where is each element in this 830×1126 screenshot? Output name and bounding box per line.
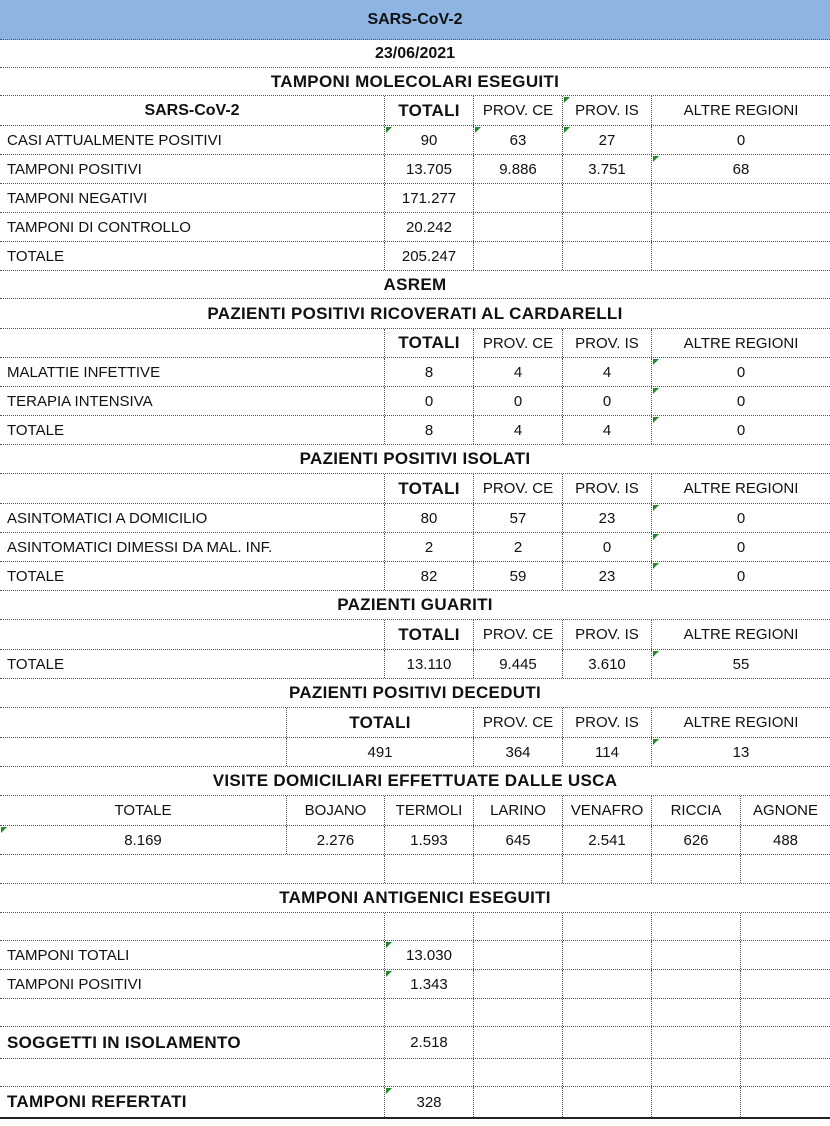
ricoverati-heading[interactable]: PAZIENTI POSITIVI RICOVERATI AL CARDARELLI (207, 303, 623, 323)
cell-altre-regioni[interactable] (652, 213, 830, 241)
sheet-title[interactable]: SARS-CoV-2 (367, 10, 463, 28)
row-label[interactable]: TOTALE (0, 242, 385, 270)
cell-prov-ce[interactable] (474, 242, 563, 270)
col-usca-totale[interactable]: TOTALE (0, 796, 287, 825)
cell-larino[interactable]: 645 (474, 826, 563, 854)
antigenici-heading[interactable]: TAMPONI ANTIGENICI ESEGUITI (279, 888, 551, 907)
table-row (0, 358, 830, 387)
cell-prov-ce[interactable]: 57 (474, 504, 563, 532)
table-row (0, 562, 830, 591)
blank-cell[interactable] (741, 913, 830, 940)
cell-prov-ce[interactable]: 59 (474, 562, 563, 590)
blank-cell[interactable] (652, 1087, 741, 1117)
row-label[interactable]: ASINTOMATICI DIMESSI DA MAL. INF. (0, 533, 385, 561)
blank-cell[interactable] (0, 855, 385, 883)
blank-cell[interactable] (0, 1059, 385, 1086)
blank-cell[interactable] (385, 999, 474, 1026)
blank-cell[interactable] (474, 1087, 563, 1117)
cell-altre-regioni[interactable]: 0 (652, 562, 830, 590)
row-label[interactable]: TAMPONI DI CONTROLLO (0, 213, 385, 241)
blank-cell[interactable] (474, 855, 563, 883)
col-totali[interactable]: TOTALI (385, 96, 474, 125)
cell-prov-ce[interactable] (474, 184, 563, 212)
blank-cell[interactable] (563, 999, 652, 1026)
cell-venafro[interactable]: 2.541 (563, 826, 652, 854)
empty-row (0, 913, 830, 941)
section-heading-row (0, 679, 830, 708)
asrem-heading[interactable]: ASREM (383, 274, 447, 294)
col-riccia[interactable]: RICCIA (652, 796, 741, 825)
blank-cell[interactable] (563, 1087, 652, 1117)
table-row (0, 126, 830, 155)
cell-prov-is[interactable]: 4 (563, 416, 652, 444)
blank-cell[interactable] (652, 941, 741, 969)
blank-cell[interactable] (563, 1027, 652, 1058)
cell-prov-ce[interactable]: 2 (474, 533, 563, 561)
table-row (0, 184, 830, 213)
col-totali[interactable]: TOTALI (385, 474, 474, 503)
cell-prov-ce[interactable]: 364 (474, 738, 563, 766)
col-prov-is[interactable]: PROV. IS (563, 620, 652, 649)
cell-totali[interactable]: 82 (385, 562, 474, 590)
blank-cell[interactable] (741, 855, 830, 883)
blank-cell[interactable] (741, 999, 830, 1026)
blank-cell[interactable] (563, 1059, 652, 1086)
col-altre-regioni[interactable]: ALTRE REGIONI (683, 102, 799, 119)
cell-prov-ce[interactable]: 63 (474, 126, 563, 154)
cell-value[interactable]: 1.343 (385, 970, 474, 998)
cell-prov-is[interactable] (563, 242, 652, 270)
empty-row (0, 1059, 830, 1087)
date-row (0, 40, 830, 68)
blank-cell[interactable] (0, 474, 385, 503)
empty-row (0, 999, 830, 1027)
table-row (0, 242, 830, 271)
row-label[interactable]: MALATTIE INFETTIVE (0, 358, 385, 386)
blank-cell[interactable] (0, 708, 287, 737)
section-heading-row (0, 591, 830, 620)
isolati-heading[interactable]: PAZIENTI POSITIVI ISOLATI (299, 449, 531, 468)
isolati-header-row (0, 474, 830, 504)
guariti-header-row (0, 620, 830, 650)
cell-altre-regioni[interactable]: 0 (736, 131, 746, 149)
cell-altre-regioni[interactable]: 0 (652, 387, 830, 415)
cell-totali[interactable]: 2 (385, 533, 474, 561)
blank-cell[interactable] (563, 913, 652, 940)
blank-cell[interactable] (563, 855, 652, 883)
col-prov-ce[interactable]: PROV. CE (474, 708, 563, 737)
cell-totali[interactable]: 20.242 (385, 213, 474, 241)
guariti-heading[interactable]: PAZIENTI GUARITI (337, 595, 493, 614)
blank-cell[interactable] (0, 913, 385, 940)
col-venafro[interactable]: VENAFRO (563, 796, 652, 825)
row-label[interactable]: CASI ATTUALMENTE POSITIVI (0, 126, 385, 154)
molecolari-label[interactable]: SARS-CoV-2 (0, 96, 385, 125)
isolamento-label[interactable]: SOGGETTI IN ISOLAMENTO (0, 1027, 385, 1058)
blank-cell[interactable] (0, 999, 385, 1026)
blank-cell[interactable] (563, 941, 652, 969)
ricoverati-header-row (0, 329, 830, 358)
cell-altre-regioni[interactable]: 0 (652, 533, 830, 561)
molecolari-header-row (0, 96, 830, 126)
row-label[interactable]: TAMPONI TOTALI (0, 941, 385, 969)
cell-altre-regioni[interactable]: 68 (652, 155, 830, 183)
col-agnone[interactable]: AGNONE (752, 802, 818, 819)
refertati-value[interactable]: 328 (385, 1087, 474, 1117)
asrem-row (0, 271, 830, 299)
row-label[interactable]: TOTALE (0, 416, 385, 444)
cell-altre-regioni[interactable]: 55 (652, 650, 830, 678)
cell-prov-is[interactable]: 114 (563, 738, 652, 766)
section-heading-row (0, 445, 830, 474)
deceduti-heading[interactable]: PAZIENTI POSITIVI DECEDUTI (288, 683, 542, 702)
cell-prov-is[interactable]: 27 (563, 126, 652, 154)
blank-cell[interactable] (0, 620, 385, 649)
row-label[interactable]: TAMPONI POSITIVI (0, 155, 385, 183)
row-label[interactable]: TAMPONI NEGATIVI (0, 184, 385, 212)
col-altre-regioni[interactable]: ALTRE REGIONI (683, 626, 799, 643)
row-label[interactable]: TERAPIA INTENSIVA (0, 387, 385, 415)
cell-totali[interactable]: 13.705 (385, 155, 474, 183)
table-row (0, 826, 830, 855)
table-row (0, 155, 830, 184)
col-prov-ce[interactable]: PROV. CE (474, 620, 563, 649)
table-row (0, 738, 830, 767)
blank-cell[interactable] (652, 999, 741, 1026)
cell-altre-regioni[interactable] (652, 242, 830, 270)
blank-cell[interactable] (0, 738, 287, 766)
blank-cell[interactable] (741, 1027, 830, 1058)
cell-prov-is[interactable]: 23 (563, 504, 652, 532)
usca-header-row (0, 796, 830, 826)
table-row (0, 533, 830, 562)
cell-totali[interactable]: 13.110 (385, 650, 474, 678)
table-row (0, 941, 830, 970)
cell-bojano[interactable]: 2.276 (287, 826, 385, 854)
table-row (0, 1087, 830, 1119)
blank-cell[interactable] (741, 970, 830, 998)
cell-totali[interactable]: 205.247 (385, 242, 474, 270)
blank-cell[interactable] (474, 941, 563, 969)
title-row (0, 0, 830, 40)
empty-row (0, 855, 830, 884)
blank-cell[interactable] (385, 1059, 474, 1086)
cell-prov-is[interactable]: 0 (563, 387, 652, 415)
refertati-label[interactable]: TAMPONI REFERTATI (0, 1087, 385, 1117)
blank-cell[interactable] (652, 970, 741, 998)
table-row (0, 387, 830, 416)
cell-totali[interactable]: 90 (385, 126, 474, 154)
cell-totali[interactable]: 80 (385, 504, 474, 532)
col-altre-regioni[interactable]: ALTRE REGIONI (683, 714, 799, 731)
row-label[interactable]: TOTALE (0, 650, 385, 678)
section-heading-row (0, 884, 830, 913)
cell-prov-is[interactable] (563, 184, 652, 212)
cell-prov-is[interactable]: 0 (563, 533, 652, 561)
molecolari-heading[interactable]: TAMPONI MOLECOLARI ESEGUITI (270, 71, 560, 91)
col-prov-ce[interactable]: PROV. CE (474, 96, 563, 125)
table-row (0, 1027, 830, 1059)
col-altre-regioni[interactable]: ALTRE REGIONI (683, 480, 799, 497)
blank-cell[interactable] (474, 970, 563, 998)
col-prov-ce[interactable]: PROV. CE (474, 329, 563, 357)
cell-prov-ce[interactable]: 4 (474, 416, 563, 444)
cell-altre-regioni[interactable]: 13 (652, 738, 830, 766)
col-prov-is[interactable]: PROV. IS (563, 474, 652, 503)
col-prov-is[interactable]: PROV. IS (563, 96, 652, 125)
table-row (0, 213, 830, 242)
blank-cell[interactable] (474, 1027, 563, 1058)
cell-prov-ce[interactable]: 0 (474, 387, 563, 415)
col-totali[interactable]: TOTALI (287, 708, 474, 737)
cell-termoli[interactable]: 1.593 (385, 826, 474, 854)
section-heading-row (0, 68, 830, 96)
blank-cell[interactable] (474, 1059, 563, 1086)
cell-usca-totale[interactable]: 8.169 (0, 826, 287, 854)
cell-prov-is[interactable]: 23 (563, 562, 652, 590)
cell-agnone[interactable]: 488 (772, 831, 799, 849)
isolamento-value[interactable]: 2.518 (385, 1027, 474, 1058)
table-row (0, 650, 830, 679)
cell-prov-ce[interactable]: 9.445 (474, 650, 563, 678)
usca-heading[interactable]: VISITE DOMICILIARI EFFETTUATE DALLE USCA (212, 771, 618, 790)
col-totali[interactable]: TOTALI (385, 620, 474, 649)
cell-altre-regioni[interactable]: 0 (652, 504, 830, 532)
cell-prov-is[interactable] (563, 213, 652, 241)
cell-prov-ce[interactable]: 9.886 (474, 155, 563, 183)
col-prov-is[interactable]: PROV. IS (563, 329, 652, 357)
row-label[interactable]: TAMPONI POSITIVI (0, 970, 385, 998)
col-altre-regioni[interactable]: ALTRE REGIONI (683, 334, 799, 352)
deceduti-header-row (0, 708, 830, 738)
blank-cell[interactable] (0, 329, 385, 357)
blank-cell[interactable] (741, 1087, 830, 1117)
blank-cell[interactable] (741, 1059, 830, 1086)
table-row (0, 970, 830, 999)
cell-totali[interactable]: 0 (385, 387, 474, 415)
cell-value[interactable]: 13.030 (385, 941, 474, 969)
cell-prov-is[interactable]: 3.610 (563, 650, 652, 678)
blank-cell[interactable] (652, 1027, 741, 1058)
section-heading-row (0, 299, 830, 329)
cell-riccia[interactable]: 626 (652, 826, 741, 854)
cell-prov-ce[interactable]: 4 (474, 358, 563, 386)
blank-cell[interactable] (652, 855, 741, 883)
col-bojano[interactable]: BOJANO (287, 796, 385, 825)
row-label[interactable]: ASINTOMATICI A DOMICILIO (0, 504, 385, 532)
blank-cell[interactable] (474, 999, 563, 1026)
section-heading-row (0, 767, 830, 796)
cell-totali[interactable]: 491 (287, 738, 474, 766)
col-larino[interactable]: LARINO (474, 796, 563, 825)
cell-altre-regioni[interactable]: 0 (652, 358, 830, 386)
blank-cell[interactable] (652, 1059, 741, 1086)
col-totali[interactable]: TOTALI (385, 329, 474, 357)
col-prov-ce[interactable]: PROV. CE (474, 474, 563, 503)
row-label[interactable]: TOTALE (0, 562, 385, 590)
blank-cell[interactable] (474, 913, 563, 940)
table-row (0, 416, 830, 445)
blank-cell[interactable] (741, 941, 830, 969)
report-date[interactable]: 23/06/2021 (374, 44, 456, 62)
cell-totali[interactable]: 8 (385, 416, 474, 444)
col-termoli[interactable]: TERMOLI (385, 796, 474, 825)
cell-prov-ce[interactable] (474, 213, 563, 241)
blank-cell[interactable] (385, 855, 474, 883)
blank-cell[interactable] (652, 913, 741, 940)
cell-prov-is[interactable]: 3.751 (563, 155, 652, 183)
cell-totali[interactable]: 171.277 (385, 184, 474, 212)
cell-altre-regioni[interactable]: 0 (652, 416, 830, 444)
table-row (0, 504, 830, 533)
cell-totali[interactable]: 8 (385, 358, 474, 386)
cell-altre-regioni[interactable] (652, 184, 830, 212)
blank-cell[interactable] (385, 913, 474, 940)
blank-cell[interactable] (563, 970, 652, 998)
cell-prov-is[interactable]: 4 (563, 358, 652, 386)
col-prov-is[interactable]: PROV. IS (563, 708, 652, 737)
